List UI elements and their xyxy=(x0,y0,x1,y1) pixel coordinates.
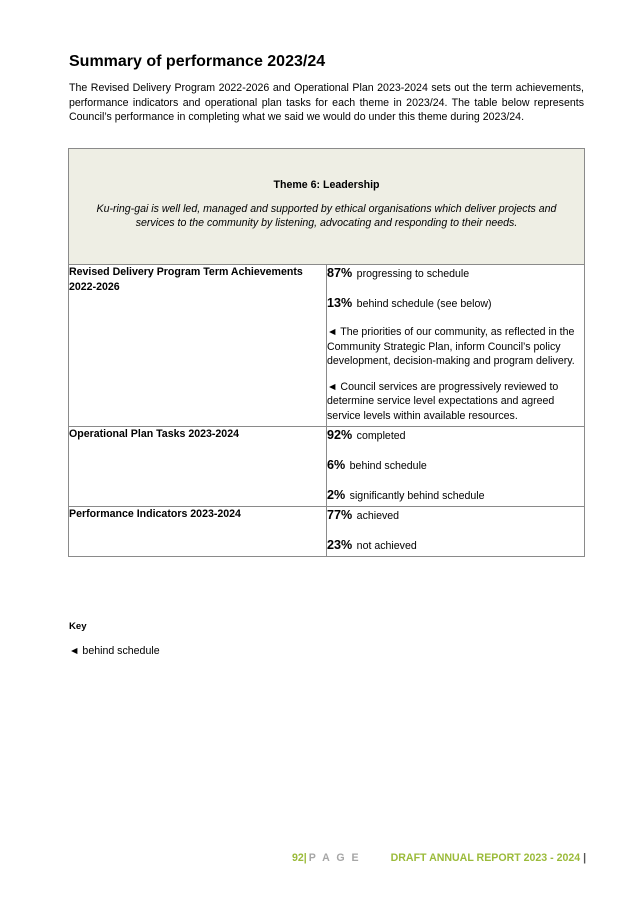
stat-percent: 92% xyxy=(327,427,353,442)
behind-schedule-item: ◄ Council services are progressively reviewed to determine service level expectations and agreed service levels within available resources. xyxy=(327,380,559,422)
stat-text: progressing to schedule xyxy=(356,268,470,280)
stat-text: significantly behind schedule xyxy=(349,489,485,502)
table-row-performance-indicators xyxy=(69,506,585,556)
table-row-operational-plan xyxy=(69,426,585,506)
row-label: Operational Plan Tasks 2023-2024 xyxy=(69,427,239,440)
stat-progressing xyxy=(327,265,584,282)
stat-text: completed xyxy=(356,429,406,442)
stat-percent: 2% xyxy=(327,487,346,502)
page-word: P A G E xyxy=(308,852,361,864)
stat-percent: 6% xyxy=(327,457,346,472)
theme-header-cell xyxy=(69,149,585,265)
theme-title: Theme 6: Leadership xyxy=(273,179,380,191)
row-label-cell xyxy=(69,426,327,506)
stat-text: achieved xyxy=(356,509,400,522)
stat-percent: 13% xyxy=(327,296,353,310)
stat-percent: 87% xyxy=(327,266,353,280)
stat-percent: 23% xyxy=(327,537,353,552)
stat-text: behind schedule xyxy=(349,459,427,472)
stat-not-achieved xyxy=(327,537,584,554)
page-title: Summary of performance 2023/24 xyxy=(69,53,326,70)
stat-text: not achieved xyxy=(356,539,417,552)
stat-significantly-behind xyxy=(327,487,584,504)
table-row-term-achievements xyxy=(69,265,585,427)
page-footer xyxy=(292,852,586,864)
theme-description: Ku-ring-gai is well led, managed and supported by ethical organisations which deliver projects and services to the community by listening, advocating and responding to their needs. xyxy=(96,203,557,229)
theme-header-row xyxy=(69,149,585,265)
stat-achieved xyxy=(327,507,584,524)
stat-text: behind schedule (see below) xyxy=(356,298,492,310)
stat-percent: 77% xyxy=(327,507,353,522)
page-number: 92| xyxy=(292,852,307,864)
report-title: DRAFT ANNUAL REPORT 2023 - 2024 xyxy=(390,852,581,864)
row-label: Revised Delivery Program Term Achievements 2022-2026 xyxy=(69,266,303,293)
stat-completed xyxy=(327,427,584,444)
key-heading: Key xyxy=(69,621,87,632)
row-values-cell xyxy=(327,426,585,506)
key-item-behind-schedule: ◄ behind schedule xyxy=(69,645,160,657)
row-label-cell xyxy=(69,506,327,556)
row-values-cell xyxy=(327,265,585,427)
behind-schedule-item: ◄ The priorities of our community, as reflected in the Community Strategic Plan, inform Council’s policy development, decision-making and program delivery. xyxy=(327,326,575,368)
row-label: Performance Indicators 2023-2024 xyxy=(69,507,241,520)
intro-paragraph: The Revised Delivery Program 2022-2026 and Operational Plan 2023-2024 sets out the term achievements, performance indicators and operational plan tasks for each theme in 2023/24. The table below represents Council’s performance in completing what we said we would do under this theme during 2023/24. xyxy=(69,82,584,124)
stat-behind xyxy=(327,295,584,312)
stat-behind xyxy=(327,457,584,474)
footer-separator: | xyxy=(583,852,587,864)
performance-summary-table xyxy=(68,148,585,557)
row-values-cell xyxy=(327,506,585,556)
row-label-cell xyxy=(69,265,327,427)
